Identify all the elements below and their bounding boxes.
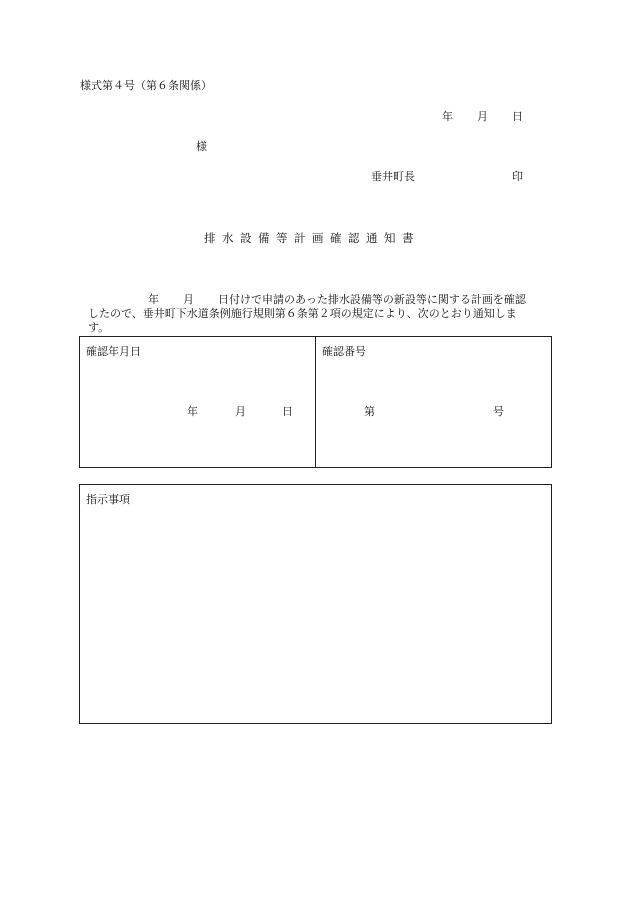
table-divider xyxy=(315,336,316,468)
document-title: 排水設備等計画確認通知書 xyxy=(204,231,420,245)
body-year-label: 年 xyxy=(148,293,159,306)
body-text-line2: したので、垂井町下水道条例施行規則第６条第２項の規定により、次のとおり通知しま xyxy=(88,307,517,320)
confirmation-month-label: 月 xyxy=(235,405,246,418)
form-number: 様式第４号（第６条関係） xyxy=(80,79,212,92)
header-year-label: 年 xyxy=(442,110,453,123)
notice-paragraph xyxy=(88,293,550,335)
header-month-label: 月 xyxy=(477,110,488,123)
instructions-box xyxy=(79,484,552,724)
issuer-name: 垂井町長 xyxy=(371,170,415,183)
body-month-label: 月 xyxy=(183,293,194,306)
instructions-label: 指示事項 xyxy=(86,493,130,506)
confirmation-date-label: 確認年月日 xyxy=(86,345,141,358)
confirmation-number-suffix: 号 xyxy=(493,405,504,418)
confirmation-number-prefix: 第 xyxy=(364,405,375,418)
confirmation-day-label: 日 xyxy=(282,405,293,418)
confirmation-year-label: 年 xyxy=(187,405,198,418)
seal-mark: 印 xyxy=(512,170,523,183)
header-day-label: 日 xyxy=(512,110,523,123)
addressee-suffix: 様 xyxy=(196,140,207,153)
body-text-line3: す。 xyxy=(88,321,110,334)
body-text-line1: 日付けで申請のあった排水設備等の新設等に関する計画を確認 xyxy=(218,293,526,306)
confirmation-number-label: 確認番号 xyxy=(322,345,366,358)
